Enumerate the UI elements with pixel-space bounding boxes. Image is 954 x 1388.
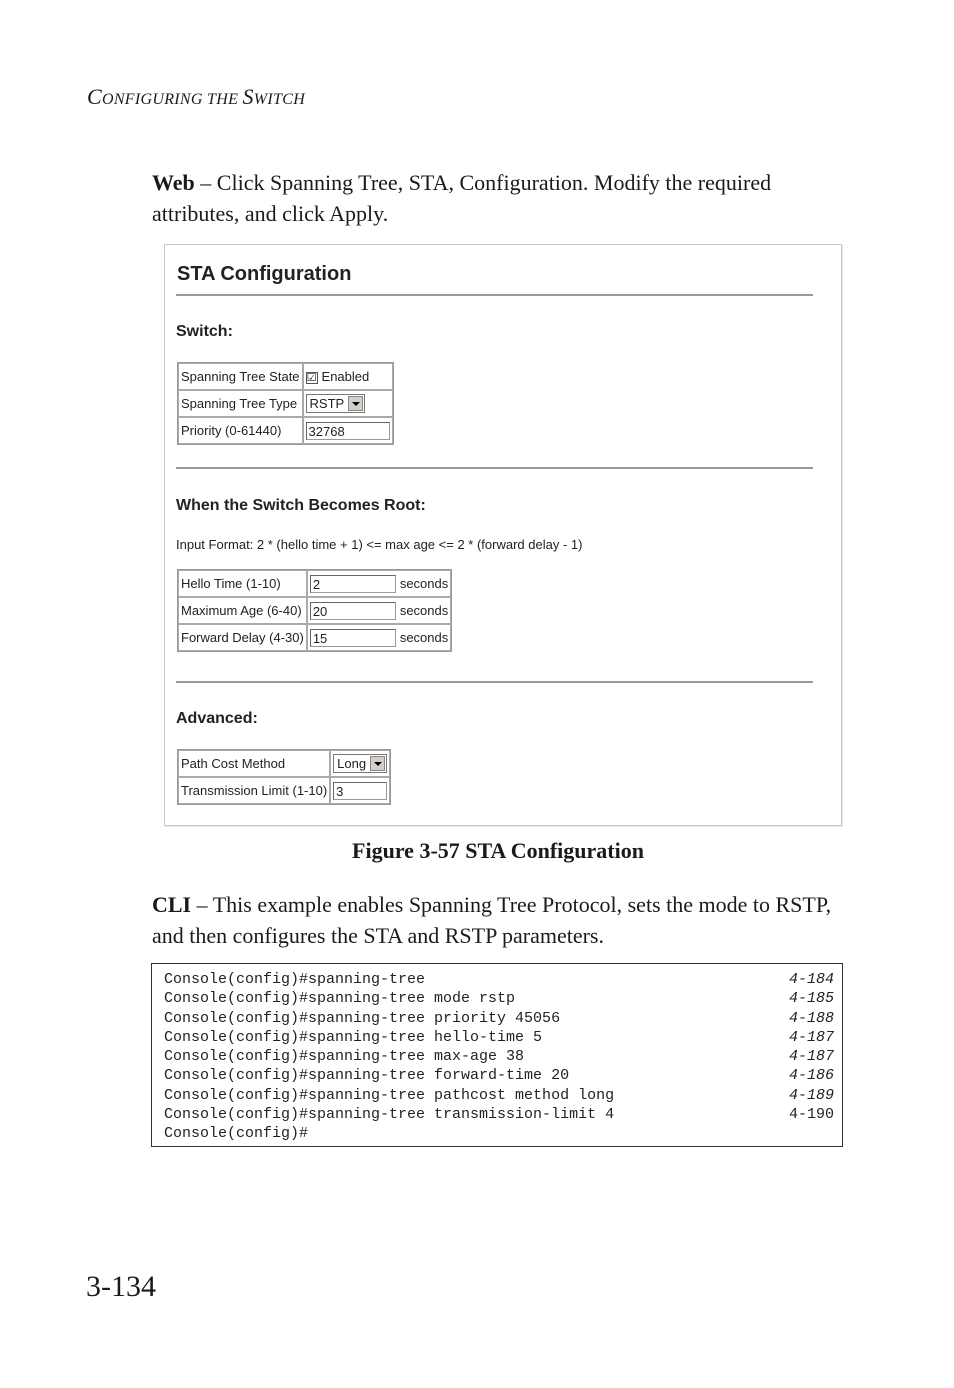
- chevron-down-icon: [370, 756, 385, 771]
- max-age-cell: [307, 597, 451, 624]
- divider: [176, 294, 813, 296]
- running-head-part2: WITCH: [253, 91, 306, 108]
- sta-configuration-screenshot: [164, 244, 842, 826]
- cli-example: [151, 963, 843, 1147]
- cli-line: [164, 989, 834, 1008]
- root-table: [177, 569, 452, 652]
- cli-reference: 4-185: [788, 990, 834, 1008]
- cli-line: [164, 1086, 834, 1105]
- table-row: [178, 777, 390, 804]
- cli-command: Console(config)#spanning-tree forward-time 20: [164, 1067, 570, 1085]
- priority-input[interactable]: 32768: [306, 422, 390, 440]
- hello-time-input[interactable]: 2: [310, 575, 396, 593]
- cli-command: Console(config)#spanning-tree max-age 38: [164, 1048, 525, 1066]
- figure-caption: Figure 3-57 STA Configuration: [352, 838, 644, 863]
- table-row: [178, 597, 451, 624]
- sta-title: STA Configuration: [177, 263, 352, 285]
- switch-table: [177, 362, 394, 445]
- cli-reference: 4-189: [788, 1086, 834, 1104]
- cli-line: [164, 1066, 834, 1085]
- cli-line: [164, 1105, 834, 1124]
- cli-command: Console(config)#spanning-tree: [164, 971, 426, 988]
- forward-delay-label: Forward Delay (4-30): [178, 624, 307, 651]
- switch-heading: Switch:: [176, 323, 233, 340]
- hello-time-label: Hello Time (1-10): [178, 570, 307, 597]
- forward-delay-input[interactable]: 15: [310, 629, 396, 647]
- spanning-tree-state-label: Spanning Tree State: [178, 363, 303, 390]
- running-head-part1: ONFIGURING THE: [101, 91, 243, 108]
- cli-line: [164, 1028, 834, 1047]
- cli-command: Console(config)#spanning-tree hello-time 5: [164, 1028, 543, 1046]
- divider: [176, 681, 813, 683]
- cli-command: Console(config)#spanning-tree mode rstp: [164, 990, 516, 1008]
- cli-reference: 4-187: [788, 1048, 834, 1066]
- table-row: [178, 417, 393, 444]
- path-cost-method-cell: [330, 750, 390, 777]
- selected-value: Long: [337, 756, 367, 771]
- selected-value: RSTP: [309, 396, 345, 411]
- max-age-label: Maximum Age (6-40): [178, 597, 307, 624]
- cli-command: Console(config)#: [164, 1125, 309, 1143]
- running-head-initial-s: S: [242, 84, 254, 109]
- max-age-input[interactable]: 20: [310, 602, 396, 620]
- cli-command: Console(config)#spanning-tree transmission-limit 4: [164, 1106, 615, 1124]
- cli-text: – This example enables Spanning Tree Protocol, sets the mode to RSTP, and then configures the STA and RSTP parameters.: [152, 892, 832, 948]
- running-head-initial-c: C: [87, 84, 102, 109]
- priority-label: Priority (0-61440): [178, 417, 303, 444]
- web-lead: Web: [152, 170, 195, 195]
- running-head: [87, 84, 305, 110]
- cli-lead: CLI: [152, 892, 192, 917]
- unit-label: seconds: [399, 630, 449, 645]
- cli-reference: 4-190: [788, 1106, 834, 1124]
- transmission-limit-input[interactable]: 3: [333, 782, 387, 800]
- table-row: [178, 750, 390, 777]
- table-row: [178, 363, 393, 390]
- chevron-down-icon: [348, 396, 363, 411]
- spanning-tree-type-label: Spanning Tree Type: [178, 390, 303, 417]
- hello-time-cell: [307, 570, 451, 597]
- cli-reference: 4-188: [788, 1009, 834, 1027]
- unit-label: seconds: [399, 603, 449, 618]
- spanning-tree-type-cell: [303, 390, 393, 417]
- cli-line: [164, 1124, 834, 1143]
- unit-label: seconds: [399, 576, 449, 591]
- cli-reference: 4-187: [788, 1028, 834, 1046]
- path-cost-method-label: Path Cost Method: [178, 750, 330, 777]
- advanced-heading: Advanced:: [176, 710, 258, 727]
- forward-delay-cell: [307, 624, 451, 651]
- spanning-tree-type-select[interactable]: [306, 394, 366, 413]
- cli-reference: 4-186: [788, 1067, 834, 1085]
- transmission-limit-cell: [330, 777, 390, 804]
- spanning-tree-state-cell: [303, 363, 393, 390]
- page-number: 3-134: [86, 1270, 156, 1303]
- web-instructions: [152, 167, 832, 229]
- cli-line: [164, 970, 834, 989]
- priority-cell: [303, 417, 393, 444]
- cli-line: [164, 1009, 834, 1028]
- path-cost-method-select[interactable]: [333, 754, 387, 773]
- enabled-checkbox[interactable]: ☑: [306, 371, 317, 384]
- cli-command: Console(config)#spanning-tree priority 45056: [164, 1009, 561, 1027]
- cli-reference: 4-184: [788, 971, 834, 988]
- enabled-label: Enabled: [321, 369, 370, 384]
- transmission-limit-label: Transmission Limit (1-10): [178, 777, 330, 804]
- table-row: [178, 624, 451, 651]
- cli-line: [164, 1047, 834, 1066]
- cli-instructions: [152, 889, 832, 951]
- root-heading: When the Switch Becomes Root:: [176, 497, 426, 514]
- table-row: [178, 390, 393, 417]
- cli-command: Console(config)#spanning-tree pathcost method long: [164, 1086, 615, 1104]
- table-row: [178, 570, 451, 597]
- web-text: – Click Spanning Tree, STA, Configuration. Modify the required attributes, and click Apply.: [152, 170, 772, 226]
- divider: [176, 467, 813, 469]
- input-format-note: Input Format: 2 * (hello time + 1) <= max age <= 2 * (forward delay - 1): [176, 537, 583, 552]
- advanced-table: [177, 749, 391, 805]
